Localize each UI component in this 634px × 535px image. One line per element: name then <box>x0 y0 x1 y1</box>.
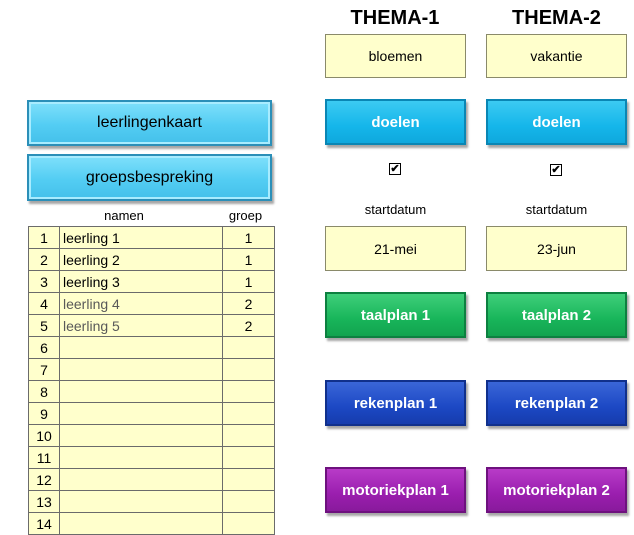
row-number-cell: 12 <box>29 469 60 491</box>
row-number-cell: 10 <box>29 425 60 447</box>
student-group-cell[interactable] <box>223 469 275 491</box>
student-name-cell[interactable]: leerling 4 <box>60 293 223 315</box>
student-name-cell[interactable] <box>60 425 223 447</box>
student-group-cell[interactable]: 2 <box>223 315 275 337</box>
student-name-cell[interactable] <box>60 381 223 403</box>
student-group-cell[interactable] <box>223 425 275 447</box>
row-number-cell: 8 <box>29 381 60 403</box>
thema-2-title: THEMA-2 <box>512 7 601 29</box>
student-name-cell[interactable] <box>60 403 223 425</box>
table-row <box>29 293 275 315</box>
table-row <box>29 271 275 293</box>
table-row <box>29 381 275 403</box>
thema-2-motoriekplan-button[interactable] <box>486 467 627 513</box>
thema-1-topic: bloemen <box>368 48 423 64</box>
thema-1-taalplan-button[interactable] <box>325 292 466 338</box>
row-number-cell: 7 <box>29 359 60 381</box>
student-group-cell[interactable] <box>223 513 275 535</box>
thema-2-taalplan-label: taalplan 2 <box>521 306 592 324</box>
table-row <box>29 469 275 491</box>
group-column-header: groep <box>228 208 263 223</box>
thema-1-motoriekplan-label: motoriekplan 1 <box>342 481 449 499</box>
student-group-cell[interactable]: 1 <box>223 271 275 293</box>
row-number-cell: 4 <box>29 293 60 315</box>
thema-1-checkbox[interactable] <box>389 163 401 175</box>
student-name-cell[interactable]: leerling 1 <box>60 227 223 249</box>
student-name-cell[interactable]: leerling 3 <box>60 271 223 293</box>
student-group-cell[interactable] <box>223 359 275 381</box>
row-number-cell: 1 <box>29 227 60 249</box>
row-number-cell: 5 <box>29 315 60 337</box>
thema-1-goals-button[interactable] <box>325 99 466 145</box>
student-name-cell[interactable] <box>60 447 223 469</box>
thema-2-taalplan-button[interactable] <box>486 292 627 338</box>
table-row <box>29 359 275 381</box>
thema-2-topic-field[interactable] <box>486 34 627 78</box>
thema-2-goals-button[interactable] <box>486 99 627 145</box>
table-row <box>29 227 275 249</box>
student-group-cell[interactable] <box>223 403 275 425</box>
thema-2-goals-label: doelen <box>532 113 581 131</box>
names-column-header: namen <box>104 208 144 223</box>
thema-1-title: THEMA-1 <box>350 7 440 29</box>
table-row <box>29 425 275 447</box>
thema-1-startdate: 21-mei <box>374 240 417 257</box>
students-table-body <box>29 227 275 535</box>
leerlingenkaart-label: leerlingenkaart <box>97 114 202 131</box>
student-name-cell[interactable]: leerling 2 <box>60 249 223 271</box>
student-name-cell[interactable] <box>60 359 223 381</box>
student-group-cell[interactable] <box>223 491 275 513</box>
student-group-cell[interactable]: 1 <box>223 249 275 271</box>
student-group-cell[interactable]: 1 <box>223 227 275 249</box>
thema-1-rekenplan-label: rekenplan 1 <box>353 394 438 412</box>
row-number-cell: 2 <box>29 249 60 271</box>
table-row <box>29 315 275 337</box>
table-row <box>29 491 275 513</box>
thema-1-goals-label: doelen <box>371 113 420 131</box>
table-row <box>29 337 275 359</box>
student-group-cell[interactable]: 2 <box>223 293 275 315</box>
thema-1-topic-field[interactable] <box>325 34 466 78</box>
thema-2-start-label: startdatum <box>525 202 588 217</box>
students-table-wrap <box>28 226 275 535</box>
thema-1-checkmark-icon: ✔ <box>390 162 400 175</box>
table-row <box>29 403 275 425</box>
student-group-cell[interactable] <box>223 447 275 469</box>
table-row <box>29 249 275 271</box>
student-name-cell[interactable] <box>60 491 223 513</box>
thema-2-startdate: 23-jun <box>537 240 576 257</box>
groepsbespreking-label: groepsbespreking <box>85 168 214 186</box>
leerlingenkaart-button[interactable] <box>27 100 272 146</box>
thema-1-motoriekplan-button[interactable] <box>325 467 466 513</box>
table-row <box>29 447 275 469</box>
row-number-cell: 3 <box>29 271 60 293</box>
thema-2-rekenplan-button[interactable] <box>486 380 627 426</box>
thema-2-checkbox[interactable] <box>550 164 562 176</box>
thema-1-start-label: startdatum <box>364 202 427 217</box>
thema-2-motoriekplan-label: motoriekplan 2 <box>503 481 610 499</box>
student-name-cell[interactable]: leerling 5 <box>60 315 223 337</box>
student-group-cell[interactable] <box>223 337 275 359</box>
groepsbespreking-button[interactable] <box>27 154 272 201</box>
student-name-cell[interactable] <box>60 513 223 535</box>
thema-1-taalplan-label: taalplan 1 <box>360 306 431 324</box>
student-group-cell[interactable] <box>223 381 275 403</box>
table-row <box>29 513 275 535</box>
row-number-cell: 14 <box>29 513 60 535</box>
row-number-cell: 9 <box>29 403 60 425</box>
student-name-cell[interactable] <box>60 469 223 491</box>
students-table <box>28 226 275 535</box>
row-number-cell: 11 <box>29 447 60 469</box>
thema-2-topic: vakantie <box>530 48 583 64</box>
row-number-cell: 6 <box>29 337 60 359</box>
thema-2-rekenplan-label: rekenplan 2 <box>514 394 599 412</box>
thema-1-startdate-field[interactable] <box>325 226 466 271</box>
thema-2-startdate-field[interactable] <box>486 226 627 271</box>
row-number-cell: 13 <box>29 491 60 513</box>
thema-1-rekenplan-button[interactable] <box>325 380 466 426</box>
student-name-cell[interactable] <box>60 337 223 359</box>
thema-2-checkmark-icon: ✔ <box>551 163 561 176</box>
